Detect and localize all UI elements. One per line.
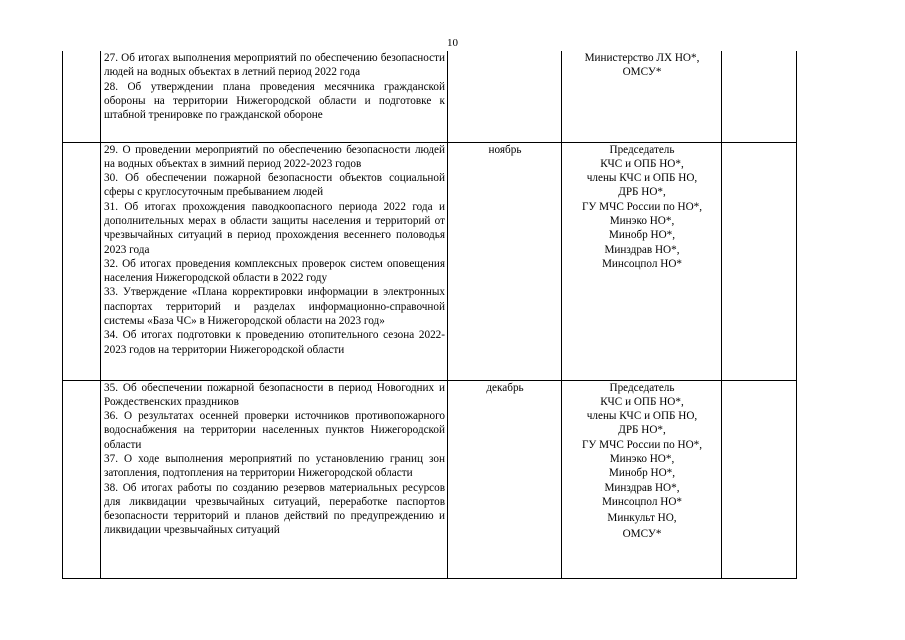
- responsible-entry: КЧС и ОПБ НО*,: [600, 157, 684, 170]
- responsible-entry: ГУ МЧС России по НО*,: [581, 438, 703, 451]
- responsible-entry: Минэко НО*,: [609, 452, 675, 465]
- table-row: [63, 380, 797, 578]
- agenda-item: 35. Об обеспечении пожарной безопасности в период Новогодних и Рождественских праздников: [104, 381, 445, 408]
- agenda-item: 32. Об итогах проведения комплексных проверок систем оповещения населения Нижегородской области в 2022 году: [104, 257, 445, 285]
- page-number: 10: [447, 37, 458, 49]
- period-cell: [448, 51, 562, 142]
- period-cell: декабрь: [448, 380, 562, 578]
- agenda-item: 29. О проведении мероприятий по обеспечению безопасности людей на водных объектах в зимний период 2022-2023 годов: [104, 143, 445, 170]
- notes-cell: [722, 51, 797, 142]
- period-cell: ноябрь: [448, 142, 562, 380]
- agenda-item: 28. Об утверждении плана проведения месячника гражданской обороны на территории Нижегородской области и подготовке к штабной тренировке по гражданской обороне: [104, 80, 445, 122]
- responsible-entry: КЧС и ОПБ НО*,: [600, 395, 684, 408]
- responsible-entry: члены КЧС и ОПБ НО,: [586, 410, 698, 423]
- responsible-entry: Минздрав НО*,: [604, 481, 680, 494]
- responsible-entry: Минобр НО*,: [608, 229, 676, 242]
- responsible-entry: Минэко НО*,: [609, 214, 675, 227]
- plan-table: [62, 51, 797, 579]
- responsible-entry: Минкульт НО,: [607, 512, 677, 525]
- responsible-entry: Министерство ЛХ НО*,: [584, 52, 700, 64]
- responsible-entry: ДРБ НО*,: [618, 186, 666, 199]
- number-cell: [63, 380, 101, 578]
- responsible-cell: [562, 380, 722, 578]
- agenda-cell: [101, 142, 448, 380]
- responsible-entry: ДРБ НО*,: [618, 424, 666, 437]
- table-row: [63, 142, 797, 380]
- agenda-item: 36. О результатах осенней проверки источников противопожарного водоснабжения на территории населенных пунктов Нижегородской области: [104, 410, 445, 451]
- agenda-item: 31. Об итогах прохождения паводкоопасного периода 2022 года и дополнительных мерах в области защиты населения и территорий от чрезвычайных ситуаций в период прохождения весеннего половодья 2023 года: [104, 200, 445, 256]
- agenda-cell: [101, 380, 448, 578]
- number-cell: [63, 142, 101, 380]
- agenda-cell: [101, 51, 448, 142]
- number-cell: [63, 51, 101, 142]
- agenda-item: 27. Об итогах выполнения мероприятий по обеспечению безопасности людей на водных объектах в летний период 2022 года: [104, 52, 445, 79]
- agenda-item: 33. Утверждение «Плана корректировки информации в электронных паспортах территорий и разделах информационно-справочной системы «База ЧС» в Нижегородской области на 2023 год»: [104, 286, 445, 328]
- responsible-entry: Председатель: [609, 381, 675, 394]
- responsible-entry: Минсоцпол НО*: [601, 495, 683, 508]
- responsible-cell: [562, 51, 722, 142]
- responsible-entry: Минсоцпол НО*: [601, 257, 683, 270]
- responsible-entry: ГУ МЧС России по НО*,: [581, 200, 703, 213]
- agenda-item: 38. Об итогах работы по созданию резервов материальных ресурсов для ликвидации чрезвычайных ситуаций, переработке паспортов безопасности территорий и планов действий по предупреждению и ликвидации чрезвычайных ситуаций: [104, 481, 445, 537]
- responsible-cell: [562, 142, 722, 380]
- agenda-item: 34. Об итогах подготовки к проведению отопительного сезона 2022-2023 годов на территории Нижегородской области: [104, 329, 445, 356]
- agenda-item: 37. О ходе выполнения мероприятий по установлению границ зон затопления, подтопления на территории Нижегородской области: [104, 452, 445, 480]
- notes-cell: [722, 380, 797, 578]
- responsible-entry: Председатель: [609, 143, 675, 156]
- responsible-entry: Минобр НО*,: [608, 467, 676, 480]
- responsible-entry: ОМСУ*: [622, 528, 662, 541]
- responsible-entry: члены КЧС и ОПБ НО,: [586, 172, 698, 185]
- responsible-entry: Минздрав НО*,: [604, 243, 680, 256]
- agenda-item: 30. Об обеспечении пожарной безопасности объектов социальной сферы с круглосуточным пребыванием людей: [104, 172, 445, 199]
- responsible-entry: ОМСУ*: [622, 66, 662, 79]
- table-row: [63, 51, 797, 142]
- notes-cell: [722, 142, 797, 380]
